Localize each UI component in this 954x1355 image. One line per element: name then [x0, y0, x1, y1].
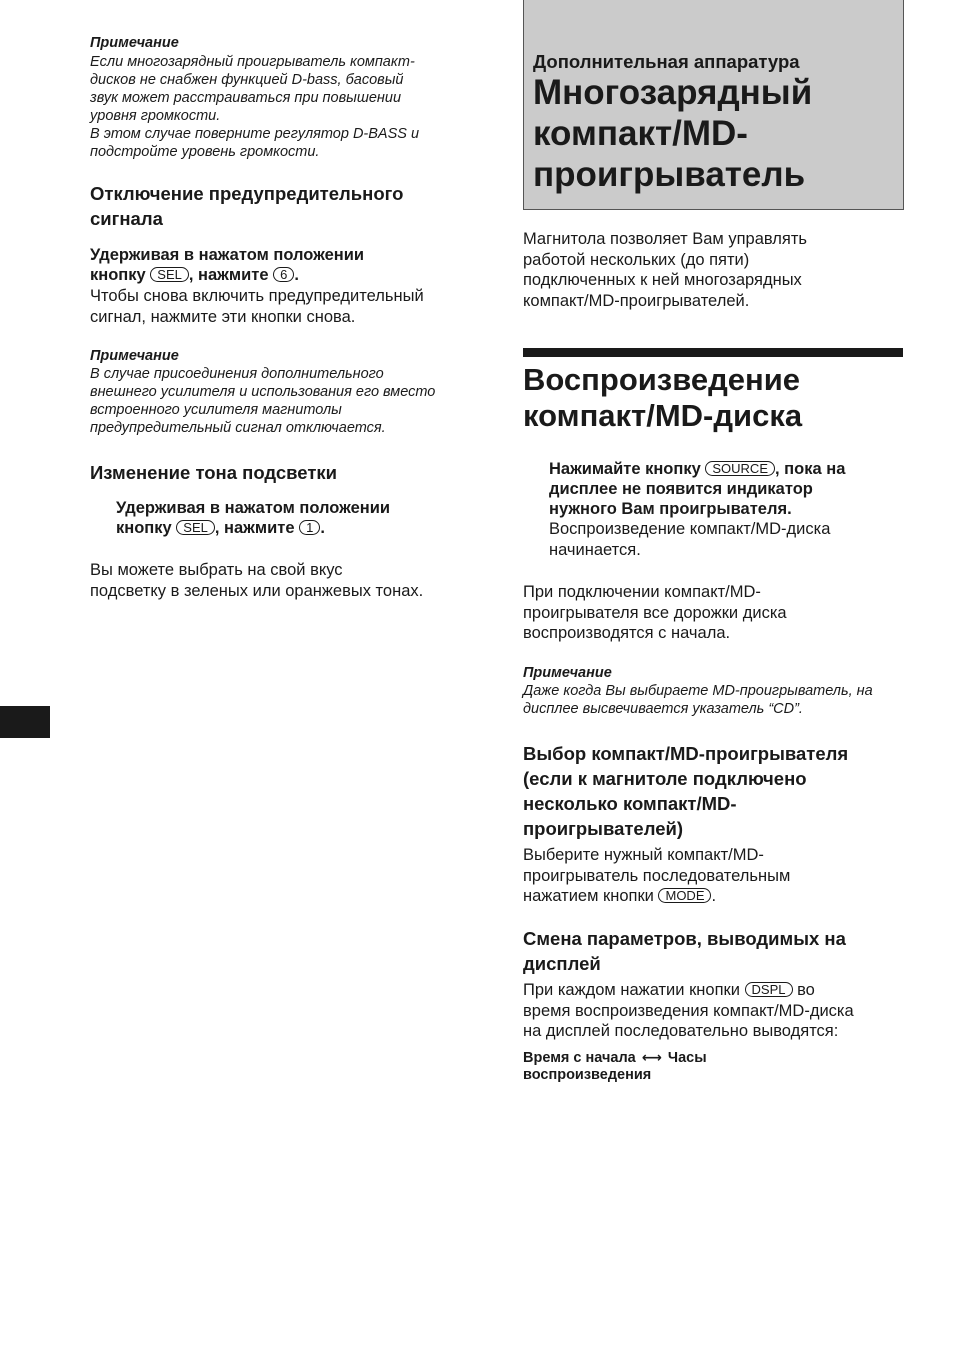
note-2 — [90, 348, 480, 437]
display-body — [523, 980, 908, 1042]
heading-line: (если к магнитоле подключено — [523, 768, 807, 789]
select-player-body — [523, 845, 908, 907]
note-title: Примечание — [90, 35, 179, 51]
select-player-heading — [523, 741, 908, 841]
title-line: проигрыватель — [533, 155, 806, 194]
body-line: воспроизводятся с начала. — [523, 624, 731, 642]
instruction-text: , нажмите — [188, 266, 274, 284]
instruction-text: Нажимайте кнопку — [549, 460, 706, 478]
six-key: 6 — [273, 267, 294, 282]
body-line: проигрыватель последовательным — [523, 866, 791, 885]
instruction-line — [116, 518, 480, 538]
note-title: Примечание — [523, 665, 612, 681]
double-arrow-icon: ⟷ — [641, 1049, 662, 1065]
backlight-heading: Изменение тона подсветки — [90, 462, 338, 483]
body-line: начинается. — [549, 540, 641, 559]
body-line: работой нескольких (до пяти) — [523, 250, 750, 269]
sel-key: SEL — [150, 267, 189, 282]
note-line: звук может расстраиваться при повышении — [90, 90, 402, 106]
cycle-line — [523, 1049, 903, 1067]
instruction-line: нужного Вам проигрывателя. — [549, 500, 792, 518]
note-title: Примечание — [90, 348, 179, 364]
instruction-text: кнопку — [116, 519, 177, 537]
connection-paragraph — [523, 582, 908, 644]
note-body — [523, 682, 908, 718]
title-line: Многозарядный — [533, 73, 813, 112]
body-text: нажатием кнопки — [523, 887, 659, 905]
source-key: SOURCE — [705, 461, 775, 476]
body-line: При подключении компакт/MD- — [523, 583, 761, 601]
body-line: Воспроизведение компакт/MD-диска — [549, 520, 831, 538]
mode-key: MODE — [658, 888, 711, 903]
body-text: . — [711, 887, 717, 905]
display-heading — [523, 926, 908, 976]
warning-heading — [90, 181, 480, 231]
body-line: подключенных к ней многозарядных — [523, 271, 802, 289]
body-line: Выберите нужный компакт/MD- — [523, 846, 764, 864]
title-line: Воспроизведение — [523, 362, 801, 397]
body-line: Вы можете выбрать на свой вкус — [90, 561, 343, 579]
heading-line: Выбор компакт/MD-проигрывателя — [523, 743, 849, 764]
note-3 — [523, 665, 908, 718]
note-line: В случае присоединения дополнительного — [90, 366, 384, 382]
body-line: сигнал, нажмите эти кнопки снова. — [90, 307, 356, 326]
body-text: во — [792, 981, 815, 999]
note-line: подстройте уровень громкости. — [90, 144, 320, 160]
body-line — [523, 886, 908, 907]
body-line: Чтобы снова включить предупредительный — [90, 287, 424, 305]
note-body — [90, 365, 480, 437]
playback-step — [549, 459, 909, 560]
body-line — [523, 980, 908, 1001]
intro-paragraph — [523, 229, 908, 311]
instruction-text: кнопку — [90, 266, 151, 284]
dspl-key: DSPL — [745, 982, 793, 997]
instruction-line: Удерживая в нажатом положении — [90, 246, 365, 264]
section-divider — [523, 348, 903, 357]
sel-key: SEL — [176, 520, 215, 535]
section-tab-marker — [0, 706, 50, 738]
one-key: 1 — [299, 520, 320, 535]
note-line: В этом случае поверните регулятор D-BASS и — [90, 126, 420, 142]
heading-line: несколько компакт/MD- — [523, 793, 737, 814]
instruction-line: дисплее не появится индикатор — [549, 480, 813, 498]
heading-line: Отключение предупредительного — [90, 183, 404, 204]
instruction-line: Удерживая в нажатом положении — [116, 499, 391, 517]
backlight-instruction — [116, 498, 480, 538]
note-line: предупредительный сигнал отключается. — [90, 420, 386, 436]
note-body — [90, 53, 480, 161]
heading-line: сигнала — [90, 208, 163, 229]
instruction-line — [90, 265, 480, 285]
heading-line: проигрывателей) — [523, 818, 684, 839]
instruction-line — [549, 459, 909, 479]
chapter-kicker: Дополнительная аппаратура — [533, 51, 800, 72]
note-line: Даже когда Вы выбираете MD-проигрыватель, на — [523, 683, 873, 699]
body-line: на дисплей последовательно выводятся: — [523, 1022, 839, 1040]
body-line: Магнитола позволяет Вам управлять — [523, 230, 807, 248]
body-text: При каждом нажатии кнопки — [523, 981, 745, 999]
instruction-text: . — [294, 266, 299, 284]
body-line: проигрывателя все дорожки диска — [523, 603, 787, 622]
chapter-title — [533, 72, 893, 195]
warning-body — [90, 286, 480, 327]
cycle-item-clock: Часы — [667, 1050, 707, 1066]
display-cycle — [523, 1049, 903, 1084]
note-1 — [90, 35, 480, 161]
section-title — [523, 362, 908, 434]
note-line: внешнего усилителя и использования его вместо — [90, 384, 436, 400]
instruction-text: , нажмите — [214, 519, 300, 537]
body-line: компакт/MD-проигрывателей. — [523, 291, 750, 310]
note-line: Если многозарядный проигрыватель компакт- — [90, 54, 415, 70]
instruction-text: , пока на — [775, 460, 846, 478]
step-instruction — [549, 459, 909, 519]
heading-line: дисплей — [523, 953, 601, 974]
note-line: дисплее высвечивается указатель “CD”. — [523, 701, 803, 717]
instruction-text: . — [320, 519, 325, 537]
note-line: дисков не снабжен функцией D-bass, басовый — [90, 72, 404, 88]
note-line: встроенного усилителя магнитолы — [90, 402, 342, 418]
cycle-item-elapsed-time: Время с начала — [523, 1050, 636, 1066]
title-line: компакт/MD- — [533, 114, 748, 153]
body-line: подсветку в зеленых или оранжевых тонах. — [90, 581, 424, 600]
warning-instruction — [90, 245, 480, 285]
note-line: уровня громкости. — [90, 108, 221, 124]
title-line: компакт/MD-диска — [523, 398, 803, 433]
backlight-body — [90, 560, 480, 601]
heading-line: Смена параметров, выводимых на — [523, 928, 846, 949]
body-line: время воспроизведения компакт/MD-диска — [523, 1001, 854, 1020]
step-result — [549, 519, 909, 560]
cycle-line: воспроизведения — [523, 1067, 652, 1083]
